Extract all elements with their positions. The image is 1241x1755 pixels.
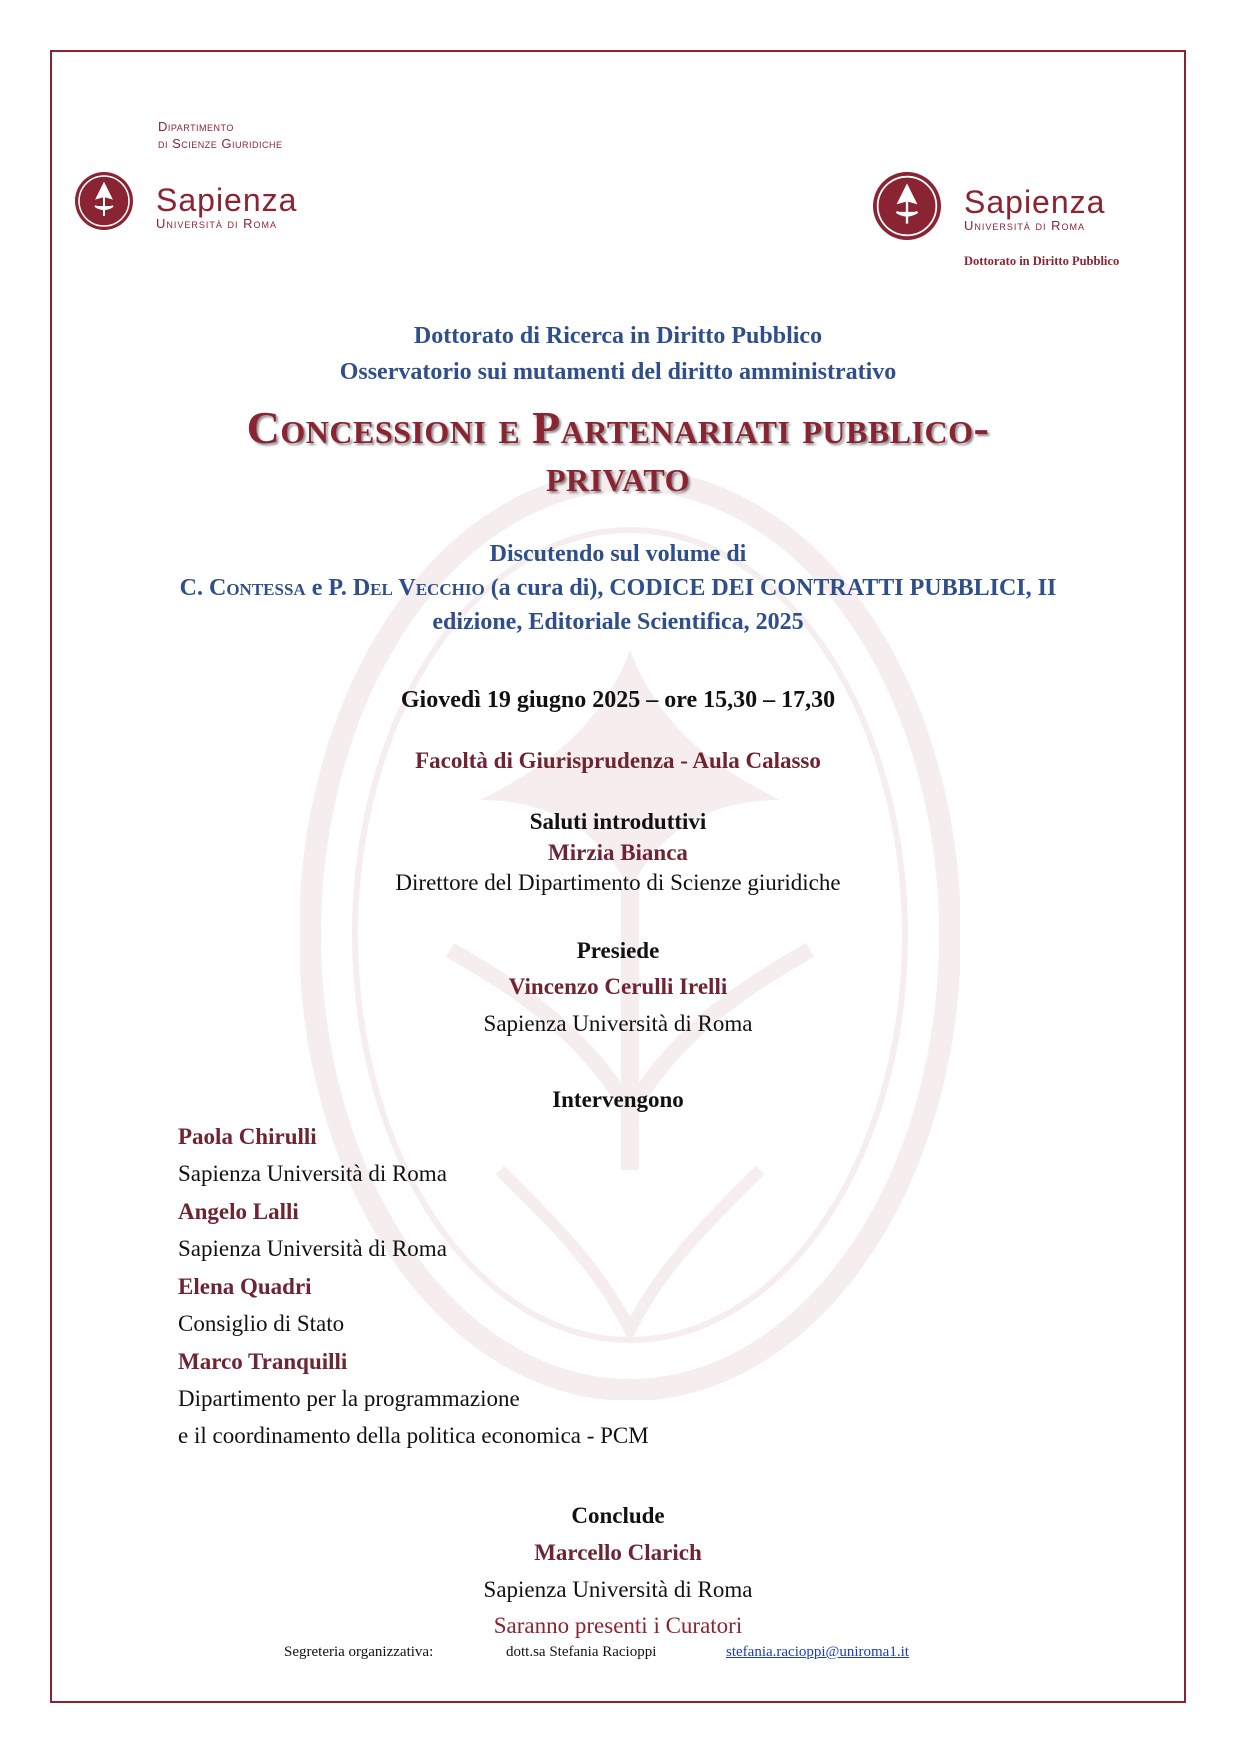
footer-person: dott.sa Stefania Racioppi xyxy=(506,1644,657,1660)
email-link[interactable]: stefania.racioppi@uniroma1.it xyxy=(726,1644,909,1660)
presiede-affiliation: Sapienza Università di Roma xyxy=(483,1011,753,1036)
brand-universita: Università di Roma xyxy=(964,218,1086,233)
brand-universita: Università di Roma xyxy=(156,216,278,231)
title-line-1: Concessioni e Partenariati pubblico- xyxy=(246,402,990,453)
book-edition: edizione, Editoriale Scientifica, 2025 xyxy=(432,609,804,635)
speaker-name: Angelo Lalli xyxy=(178,1199,299,1224)
presiede-name: Vincenzo Cerulli Irelli xyxy=(508,974,728,999)
dept-line-1: Dipartimento xyxy=(158,119,234,134)
heading-line-2: Osservatorio sui mutamenti del diritto amministrativo xyxy=(339,359,897,385)
speaker-affiliation: Consiglio di Stato xyxy=(178,1311,345,1336)
intervengono-label: Intervengono xyxy=(552,1087,684,1112)
sapienza-seal-icon xyxy=(75,172,133,230)
conclude-name: Marcello Clarich xyxy=(534,1540,702,1565)
footer-email[interactable] xyxy=(726,1644,909,1661)
sapienza-seal-icon xyxy=(873,172,941,240)
doctorate-note: Dottorato in Diritto Pubblico xyxy=(964,254,1120,268)
speaker-name: Elena Quadri xyxy=(178,1274,312,1299)
brand-sapienza: Sapienza xyxy=(156,182,298,218)
saluti-name: Mirzia Bianca xyxy=(548,840,688,865)
footer-label: Segreteria organizzativa: xyxy=(284,1644,434,1660)
conclude-label: Conclude xyxy=(571,1503,665,1528)
left-brand xyxy=(156,184,297,231)
speaker-name: Paola Chirulli xyxy=(178,1124,317,1149)
book-authors: C. Contessa e P. Del Vecchio (a cura di), CODICE DEI CONTRATTI PUBBLICI, II xyxy=(179,575,1057,601)
speaker-affiliation: Sapienza Università di Roma xyxy=(178,1236,447,1261)
dept-line-2: di Scienze Giuridiche xyxy=(158,136,283,151)
saluti-label: Saluti introduttivi xyxy=(529,809,707,834)
event-venue: Facoltà di Giurisprudenza - Aula Calasso xyxy=(415,748,821,773)
curators-note: Saranno presenti i Curatori xyxy=(493,1613,743,1638)
speaker-affiliation-cont: e il coordinamento della politica economica - PCM xyxy=(178,1423,649,1448)
conclude-affiliation: Sapienza Università di Roma xyxy=(483,1577,753,1602)
saluti-affiliation: Direttore del Dipartimento di Scienze giuridiche xyxy=(395,870,841,895)
speaker-name: Marco Tranquilli xyxy=(178,1349,348,1374)
title-line-2: privato xyxy=(546,450,690,501)
brand-sapienza: Sapienza xyxy=(964,184,1106,220)
book-intro: Discutendo sul volume di xyxy=(489,541,747,567)
heading-line-1: Dottorato di Ricerca in Diritto Pubblico xyxy=(413,323,823,349)
presiede-label: Presiede xyxy=(576,938,660,963)
right-brand xyxy=(964,186,1105,233)
speaker-affiliation: Dipartimento per la programmazione xyxy=(178,1386,520,1411)
department-name xyxy=(158,118,283,152)
event-date: Giovedì 19 giugno 2025 – ore 15,30 – 17,30 xyxy=(400,687,836,713)
speaker-affiliation: Sapienza Università di Roma xyxy=(178,1161,447,1186)
